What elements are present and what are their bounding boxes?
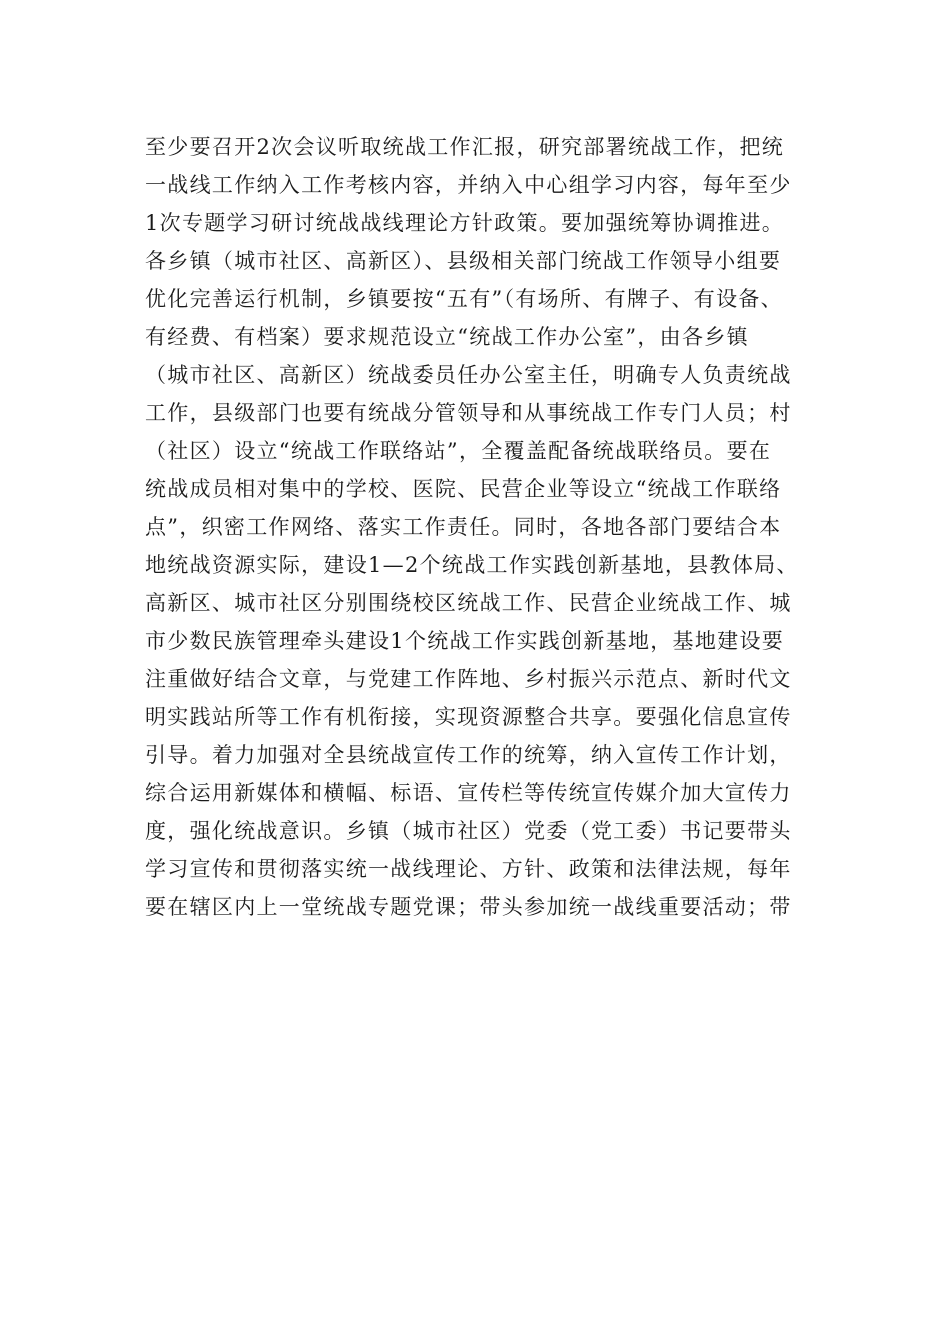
text-line: 综合运用新媒体和横幅、标语、宣传栏等传统宣传媒介加大宣传力: [145, 781, 792, 805]
text-line: 优化完善运行机制，乡镇要按“五有”（有场所、有牌子、有设备、: [145, 287, 783, 311]
text-line: 点”，织密工作网络、落实工作责任。同时，各地各部门要结合本: [145, 515, 782, 539]
text-line: 引导。着力加强对全县统战宣传工作的统筹，纳入宣传工作计划，: [145, 743, 792, 767]
text-line: 高新区、城市社区分别围绕校区统战工作、民营企业统战工作、城: [145, 591, 792, 615]
text-line: （社区）设立“统战工作联络站”，全覆盖配备统战联络员。要在: [145, 439, 772, 463]
text-line: 地统战资源实际，建设1—2个统战工作实践创新基地，县教体局、: [145, 553, 799, 577]
text-line: 1次专题学习研讨统战战线理论方针政策。要加强统筹协调推进。: [145, 211, 785, 235]
text-line: 学习宣传和贯彻落实统一战线理论、方针、政策和法律法规，每年: [145, 857, 792, 881]
text-line: 注重做好结合文章，与党建工作阵地、乡村振兴示范点、新时代文: [145, 667, 792, 691]
text-line: 有经费、有档案）要求规范设立“统战工作办公室”，由各乡镇: [145, 325, 749, 349]
text-line: （城市社区、高新区）统战委员任办公室主任，明确专人负责统战: [145, 363, 792, 387]
text-line: 明实践站所等工作有机衔接，实现资源整合共享。要强化信息宣传: [145, 705, 792, 729]
text-line: 一战线工作纳入工作考核内容，并纳入中心组学习内容，每年至少: [145, 173, 792, 197]
text-line: 统战成员相对集中的学校、医院、民营企业等设立“统战工作联络: [145, 477, 782, 501]
body-text: [145, 128, 825, 926]
text-line: 度，强化统战意识。乡镇（城市社区）党委（党工委）书记要带头: [145, 819, 792, 843]
text-line: 至少要召开2次会议听取统战工作汇报，研究部署统战工作，把统: [145, 135, 785, 159]
text-line: 工作，县级部门也要有统战分管领导和从事统战工作专门人员；村: [145, 401, 792, 425]
text-line: 要在辖区内上一堂统战专题党课；带头参加统一战线重要活动；带: [145, 895, 792, 919]
text-line: 市少数民族管理牵头建设1个统战工作实践创新基地，基地建设要: [145, 629, 785, 653]
text-line: 各乡镇（城市社区、高新区）、县级相关部门统战工作领导小组要: [145, 249, 782, 273]
